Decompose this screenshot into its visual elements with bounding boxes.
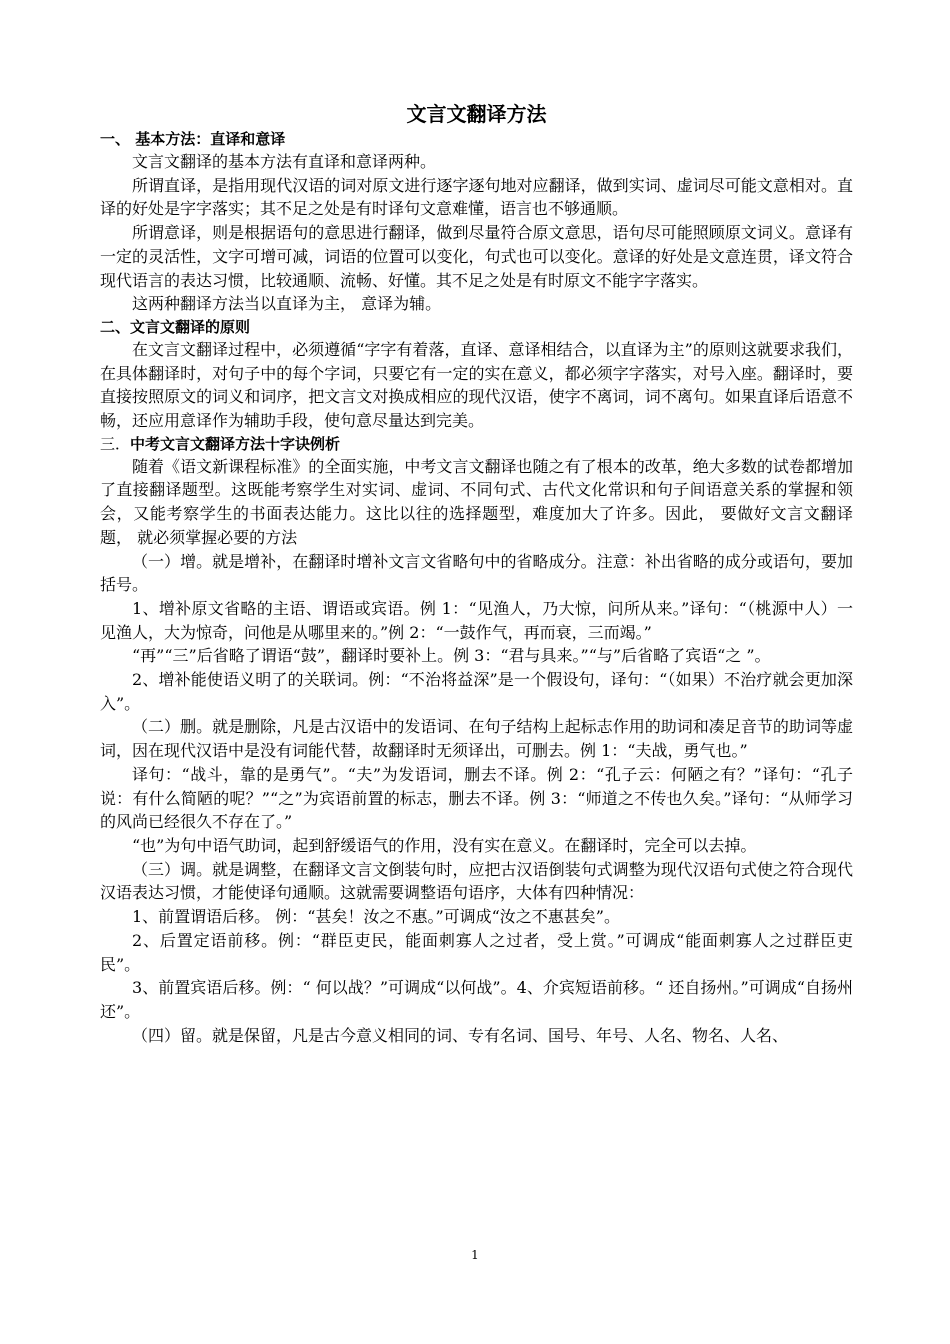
paragraph: 1、前置谓语后移。 例：“甚矣！汝之不惠。”可调成“汝之不惠甚矣”。: [132, 907, 620, 927]
paragraph: 2、增补能使语义明了的关联词。例：“不治将益深”是一个假设句，译句：“（如果）不治疗就会更加深入”。: [100, 670, 853, 713]
paragraph: （二）删。就是删除，凡是古汉语中的发语词、在句子结构上起标志作用的助词和凑足音节的助词等虚词，因在现代汉语中是没有词能代替，故翻译时无须译出，可删去。例 1：“夫战，勇气也。”: [100, 717, 853, 761]
section-heading-3: [100, 433, 853, 455]
paragraph: 所谓意译，则是根据语句的意思进行翻译，做到尽量符合原文意思，语句尽可能照顾原文词义。意译有一定的灵活性，文字可增可减，词语的位置可以变化，句式也可以变化。意译的好处是文意连贯，译文符合现代语言的表达习惯，比较通顺、流畅、好懂。其不足之处是有时原文不能字字落实。: [100, 223, 853, 290]
paragraph: 2、后置定语前移。例：“群臣吏民，能面刺寡人之过者，受上赏。”可调成“能面刺寡人之过群臣吏民”。: [100, 930, 853, 974]
paragraph: 1、增补原文省略的主语、谓语或宾语。例 1：“见渔人，乃大惊，问所从来。”译句：“（桃源中人）一见渔人，大为惊奇，问他是从哪里来的。”例 2：“一鼓作气，再而衰，三而竭。”: [100, 598, 853, 642]
section-heading-1: 一、 基本方法：直译和意译: [100, 130, 286, 148]
section-heading-text: 中考文言文翻译方法十字诀例析: [130, 434, 341, 453]
paragraph: “再”“三”后省略了谓语“鼓”，翻译时要补上。例 3：“君与具来。”“与”后省略了宾语“之 ”。: [132, 646, 771, 666]
paragraph: 在文言文翻译过程中，必须遵循“字字有着落，直译、意译相结合，以直译为主”的原则这就要求我们，在具体翻译时，对句子中的每个字词，只要它有一定的实在意义，都必须字字落实，对号入座。翻译时，要直接按照原文的词义和词序，把文言文对换成相应的现代汉语，使字不离词，词不离句。如果直译后语意不畅，还应用意译作为辅助手段，使句意尽量达到完美。: [100, 339, 853, 431]
paragraph: 文言文翻译的基本方法有直译和意译两种。: [132, 152, 437, 171]
paragraph: （四）留。就是保留，凡是古今意义相同的词、专有名词、国号、年号、人名、物名、人名、: [132, 1025, 789, 1045]
paragraph: （一）增。就是增补，在翻译时增补文言文省略句中的省略成分。注意：补出省略的成分或语句，要加括号。: [100, 551, 853, 595]
paragraph: 所谓直译，是指用现代汉语的词对原文进行逐字逐句地对应翻译，做到实词、虚词尽可能文意相对。直译的好处是字字落实；其不足之处是有时译句文意难懂，语言也不够通顺。: [100, 175, 853, 219]
paragraph: 随着《语文新课程标准》的全面实施，中考文言文翻译也随之有了根本的改革，绝大多数的试卷都增加了直接翻译题型。这既能考察学生对实词、虚词、不同句式、古代文化常识和句子间语意关系的掌握和领会，又能考察学生的书面表达能力。这比以往的选择题型，难度加大了许多。因此， 要做好文言文翻译题， 就必须掌握必要的方法: [100, 456, 853, 547]
document-body: [100, 100, 853, 1047]
document-title: 文言文翻译方法: [406, 102, 547, 126]
paragraph: 这两种翻译方法当以直译为主， 意译为辅。: [132, 294, 442, 314]
paragraph: （三）调。就是调整，在翻译文言文倒装句时，应把古汉语倒装句式调整为现代汉语句式使之符合现代汉语表达习惯，才能使译句通顺。这就需要调整语句语序，大体有四种情况：: [100, 859, 853, 903]
paragraph: 3、前置宾语后移。例：“ 何以战？”可调成“以何战”。4、介宾短语前移。“ 还自扬州。”可调成“自扬州还”。: [100, 978, 853, 1021]
section-number: 三．: [100, 434, 131, 453]
paragraph: 译句：“战斗，靠的是勇气”。“夫”为发语词，删去不译。例 2：“孔子云：何陋之有？”译句：“孔子说：有什么简陋的呢？”“之”为宾语前置的标志，删去不译。例 3：“师道之不传也久矣。”译句：“从师学习的风尚已经很久不存在了。”: [100, 764, 853, 832]
page-number: 1: [471, 1248, 479, 1262]
paragraph: “也”为句中语气助词，起到舒缓语气的作用，没有实在意义。在翻译时，完全可以去掉。: [132, 835, 757, 855]
section-heading-2: 二、文言文翻译的原则: [100, 317, 251, 336]
